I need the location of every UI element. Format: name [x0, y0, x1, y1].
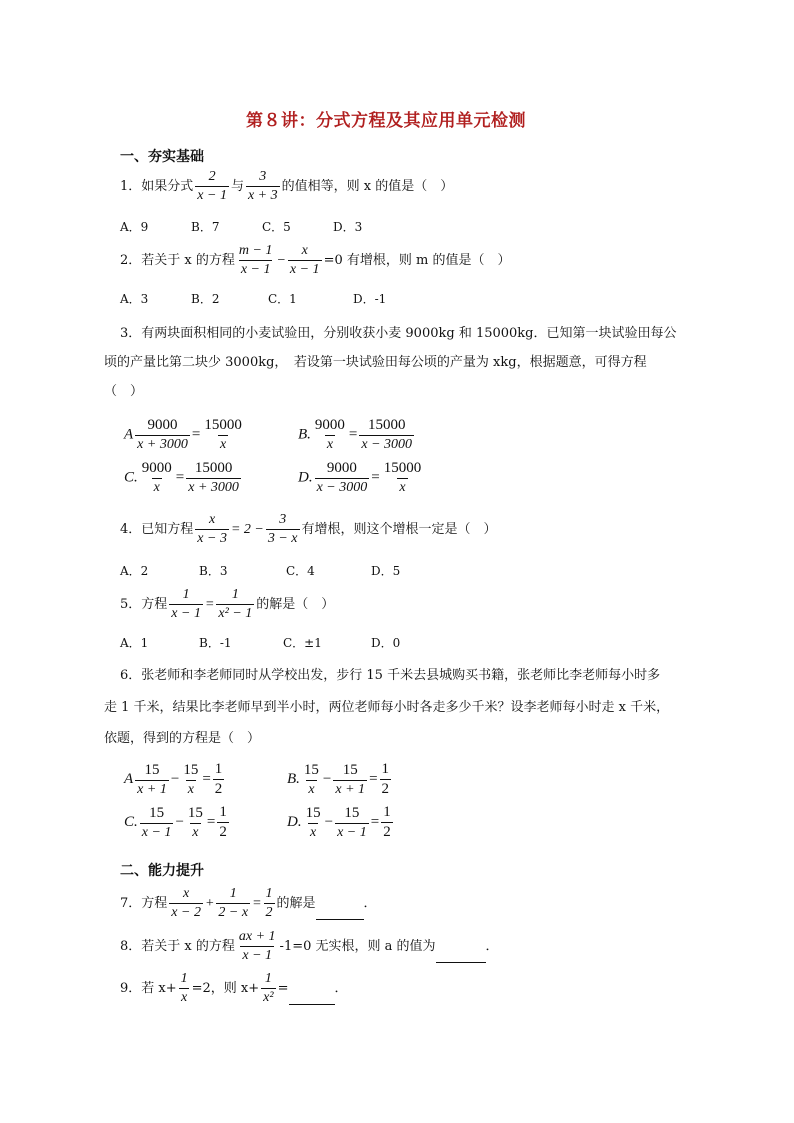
option-c: C．1 — [268, 292, 297, 306]
question-4-options — [120, 562, 400, 579]
option-a: A．1 — [120, 636, 149, 650]
question-3-line-2: 顷的产量比第二块少 3000kg， 若设第一块试验田每公顷的产量为 xkg，根据题意，可得方程 — [104, 355, 647, 370]
question-7: 7．方程 $\frac{x}{x - 2}$ + $\frac{1}{2 - x}$ = $\frac{1}{2}$ 的解是 ． — [120, 886, 377, 920]
section-heading-basics: 一、夯实基础 — [120, 149, 204, 165]
section-heading-ability: 二、能力提升 — [120, 863, 204, 879]
option-c: C．5 — [262, 220, 291, 234]
answer-blank[interactable] — [316, 907, 364, 920]
question-3-option-b: B. $\frac{9000}{x}$ = $\frac{15000}{x - 3000}$ — [298, 417, 413, 452]
fraction: $\frac{x}{x - 1}$ — [289, 243, 320, 277]
question-6-line-3: 依题，得到的方程是（ ） — [104, 731, 261, 746]
question-6-option-c: C. $\frac{15}{x - 1}$ − $\frac{15}{x}$ = $\frac{1}{2}$ — [124, 804, 227, 840]
question-3-line-3: （ ） — [104, 384, 144, 399]
option-d: D．3 — [333, 220, 363, 234]
question-6-option-d: D. $\frac{15}{x}$ − $\frac{15}{x - 1}$ = $\frac{1}{2}$ — [287, 804, 391, 840]
question-6-option-b: B. $\frac{15}{x}$ − $\frac{15}{x + 1}$ = $\frac{1}{2}$ — [287, 761, 390, 797]
question-9: 9．若 x+ $\frac{1}{x}$ =2，则 x+ $\frac{1}{\text{x²}}$ = ． — [120, 971, 348, 1005]
option-b: B．-1 — [199, 636, 232, 650]
question-6-line-2: 走 1 千米，结果比李老师早到半小时，两位老师每小时各走多少千米？设李老师每小时走 x 千米， — [104, 700, 670, 715]
question-5-options — [120, 634, 400, 651]
option-c: C．±1 — [283, 636, 322, 650]
question-3-line-1: 3．有两块面积相同的小麦试验田，分别收获小麦 9000kg 和 15000kg．已知第一块试验田每公 — [120, 326, 677, 341]
option-b: B．2 — [191, 292, 220, 306]
answer-blank[interactable] — [436, 950, 486, 963]
option-c: C．4 — [286, 564, 315, 578]
option-a: A．9 — [120, 220, 149, 234]
question-3-option-d: D. $\frac{9000}{x - 3000}$ = $\frac{15000}{x}$ — [298, 460, 422, 495]
question-3-option-c: C. $\frac{9000}{x}$ = $\frac{15000}{x + 3000}$ — [124, 460, 239, 495]
question-5: 5．方程 $\frac{1}{x - 1}$ = $\frac{1}{\text{x² − 1}}$ 的解是（ ） — [120, 587, 335, 621]
question-6-option-a: A $\frac{15}{x + 1}$ − $\frac{15}{x}$ = $\frac{1}{2}$ — [124, 761, 223, 797]
option-b: B．7 — [191, 220, 220, 234]
option-a: A．3 — [120, 292, 149, 306]
answer-blank[interactable] — [289, 992, 335, 1005]
fraction: $\frac{3}{x + 3}$ — [247, 169, 278, 203]
option-a: A．2 — [120, 564, 149, 578]
question-2: 2．若关于 x 的方程 $\frac{m - 1}{x - 1}$ − $\frac{x}{x - 1}$ =0 有增根，则 m 的值是（ ） — [120, 243, 511, 277]
question-6-line-1: 6．张老师和李老师同时从学校出发，步行 15 千米去县城购买书籍，张老师比李老师每小时多 — [120, 668, 661, 683]
question-8: 8．若关于 x 的方程 $\frac{ax + 1}{x - 1}$ -1=0 无实根，则 a 的值为 ． — [120, 929, 499, 963]
option-d: D．5 — [371, 564, 401, 578]
question-3-option-a: A $\frac{9000}{x + 3000}$ = $\frac{15000}{x}$ — [124, 417, 242, 452]
question-4: 4．已知方程 $\frac{x}{x - 3}$ = 2 − $\frac{3}{3 - x}$ 有增根，则这个增根一定是（ ） — [120, 512, 497, 546]
option-b: B．3 — [199, 564, 228, 578]
option-d: D．-1 — [353, 292, 387, 306]
question-1-options — [120, 218, 362, 235]
page-title: 第８讲：分式方程及其应用单元检测 — [246, 111, 526, 131]
option-d: D．0 — [371, 636, 401, 650]
question-2-options — [120, 290, 386, 307]
question-1: 1．如果分式 $\frac{2}{x - 1}$ 与 $\frac{3}{x + 3}$ 的值相等，则 x 的值是（ ） — [120, 169, 454, 203]
fraction: $\frac{2}{x - 1}$ — [197, 169, 227, 203]
fraction: $\frac{m - 1}{x - 1}$ — [238, 243, 273, 277]
